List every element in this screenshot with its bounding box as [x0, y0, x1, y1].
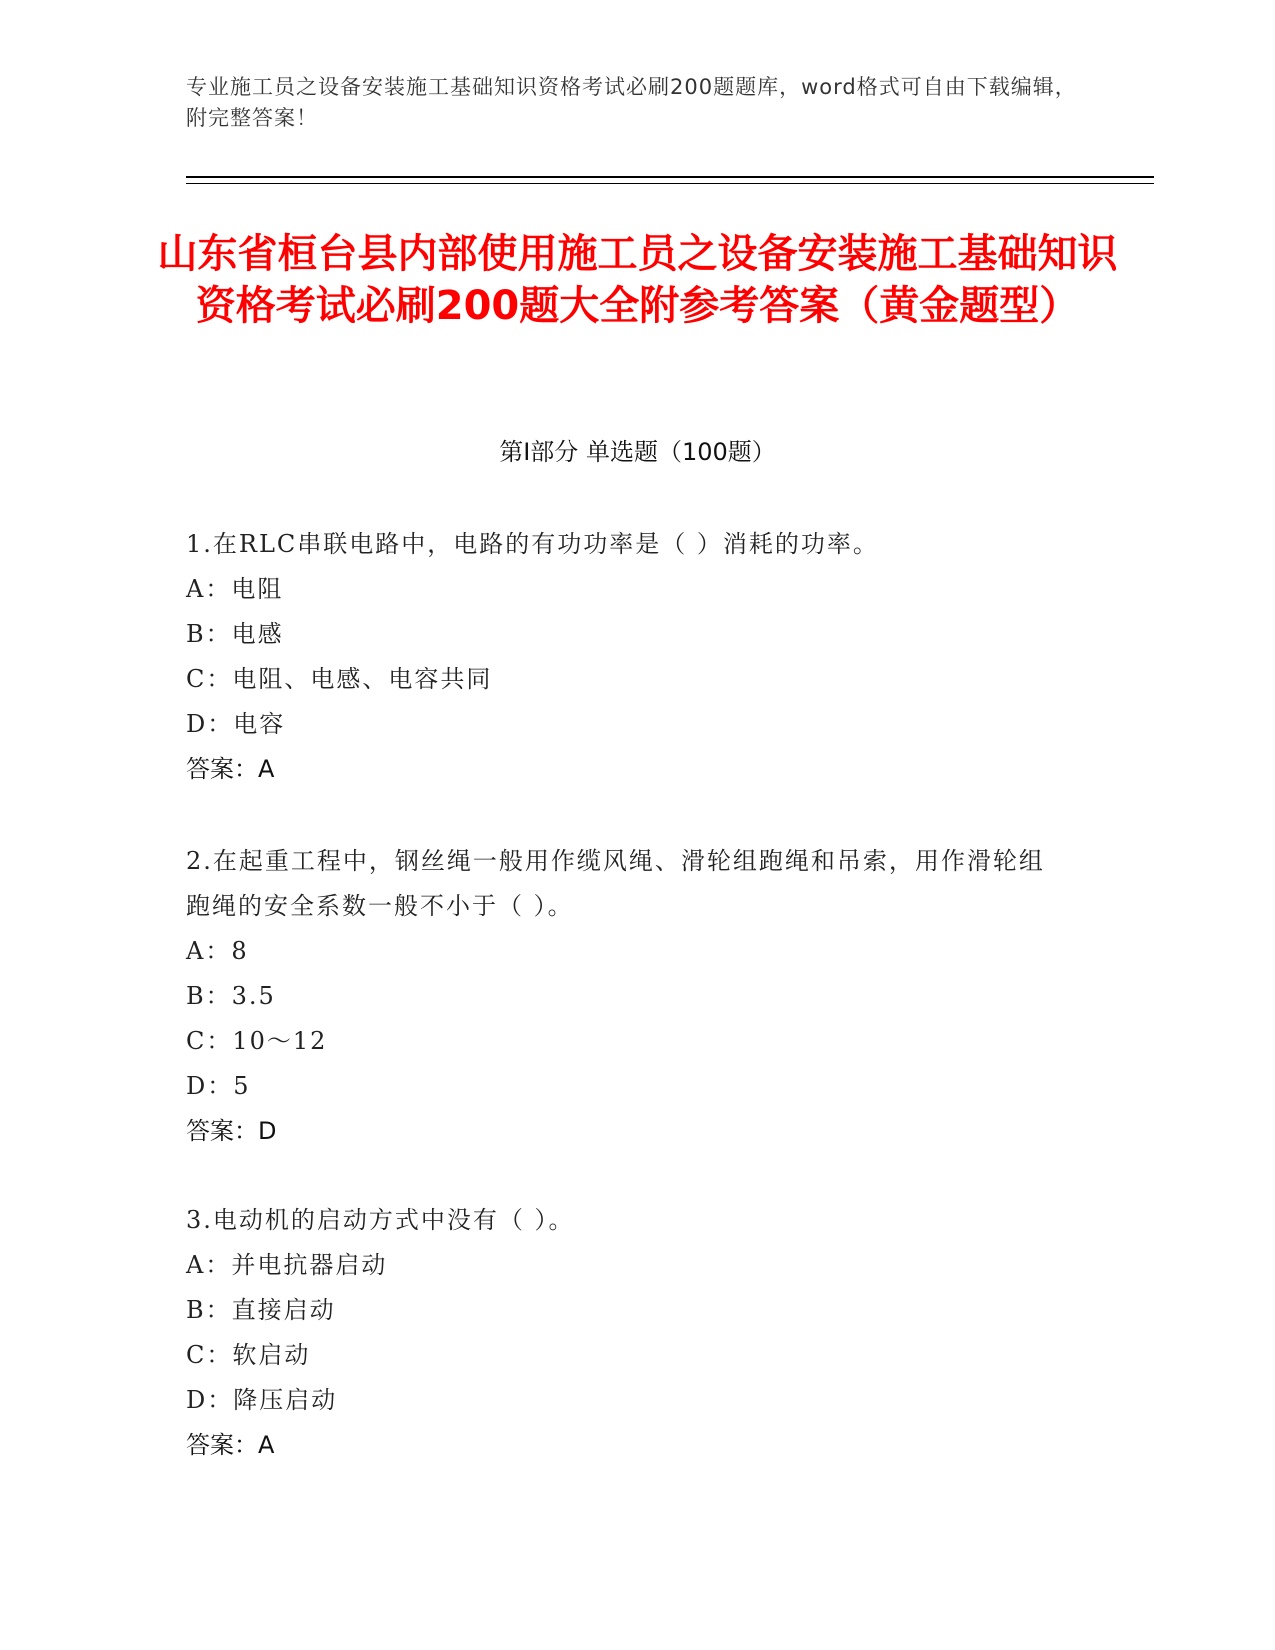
option-d: D：电容 — [186, 710, 286, 738]
option-c: C：软启动 — [186, 1341, 311, 1369]
answer: 答案：A — [186, 1431, 275, 1459]
question-2 — [186, 839, 1066, 1154]
header-note: 专业施工员之设备安装施工基础知识资格考试必刷200题题库，word格式可自由下载编辑，附完整答案！ — [186, 75, 1077, 130]
answer: 答案：D — [186, 1117, 277, 1145]
option-c: C：电阻、电感、电容共同 — [186, 665, 493, 693]
option-d: D：5 — [186, 1072, 251, 1100]
question-stem: 3.电动机的启动方式中没有（ ）。 — [186, 1206, 575, 1234]
option-a: A：8 — [186, 937, 249, 965]
option-b: B：电感 — [186, 620, 284, 648]
option-c: C：10～12 — [186, 1027, 328, 1055]
document-title: 山东省桓台县内部使用施工员之设备安装施工基础知识资格考试必刷200题大全附参考答案（黄金题型） — [157, 231, 1118, 329]
question-3 — [186, 1198, 1066, 1468]
section-title: 第Ⅰ部分 单选题（100题） — [499, 438, 776, 466]
option-d: D：降压启动 — [186, 1386, 338, 1414]
header-rule-thin — [186, 183, 1154, 184]
option-b: B：直接启动 — [186, 1296, 336, 1324]
header-rule-thick — [186, 176, 1154, 178]
question-stem: 1.在RLC串联电路中，电路的有功功率是（ ）消耗的功率。 — [186, 530, 879, 558]
option-b: B：3.5 — [186, 982, 276, 1010]
option-a: A：并电抗器启动 — [186, 1251, 388, 1279]
answer: 答案：A — [186, 755, 275, 783]
question-1 — [186, 522, 1066, 792]
option-a: A：电阻 — [186, 575, 284, 603]
question-stem: 2.在起重工程中，钢丝绳一般用作缆风绳、滑轮组跑绳和吊索，用作滑轮组跑绳的安全系数一般不小于（ ）。 — [186, 847, 1045, 920]
